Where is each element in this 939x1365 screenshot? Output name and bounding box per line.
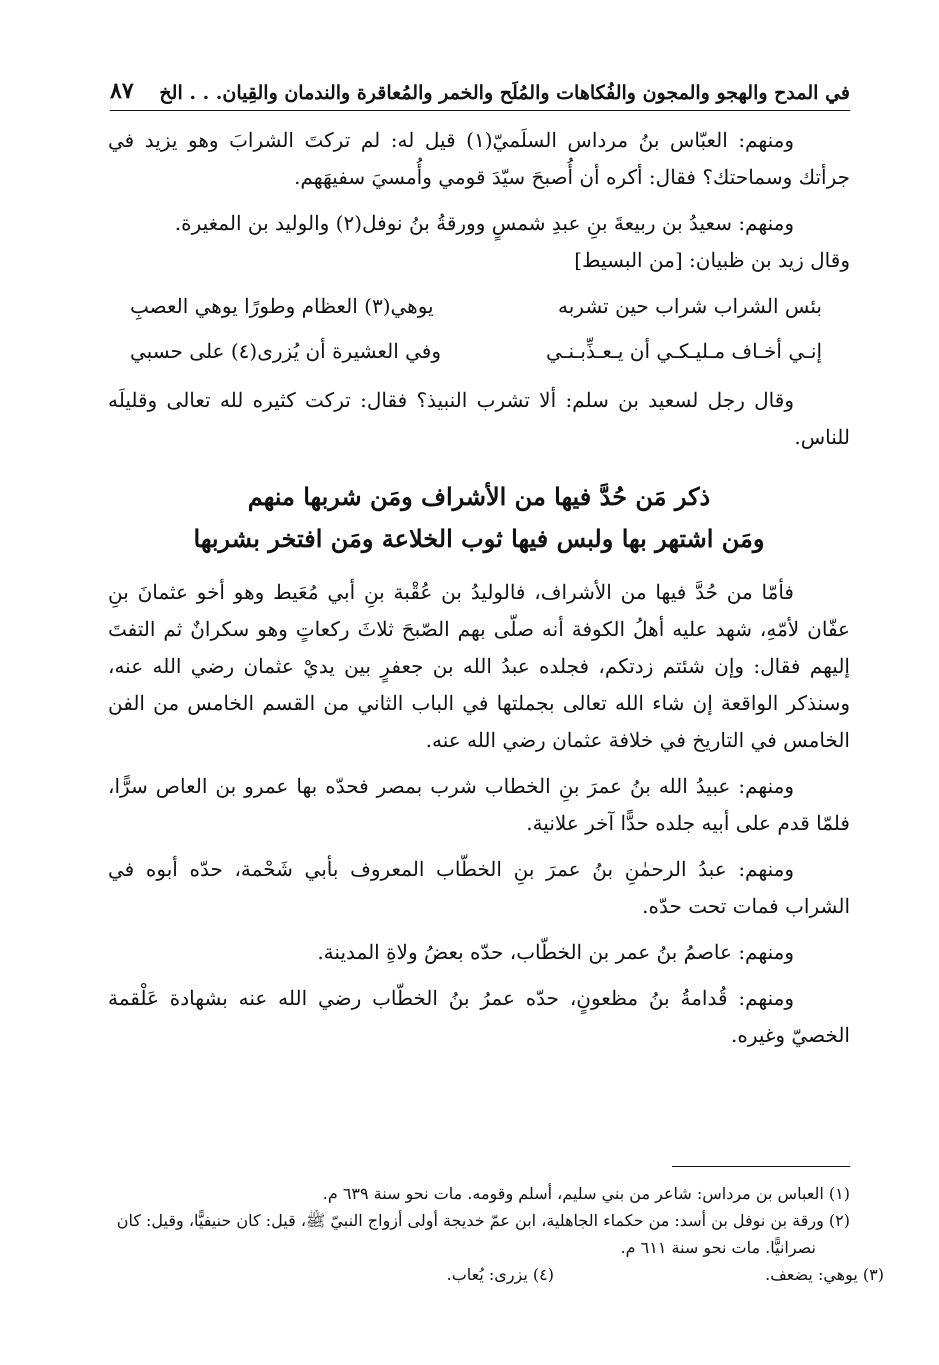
section-heading-line-1: ذكر مَن حُدَّ فيها من الأشراف ومَن شربها منهم	[247, 482, 711, 511]
paragraph-abbas: ومنهم: العبّاس بنُ مرداس السلَميّ(١) قيل له: لم تركتَ الشرابَ وهو يزيد في جرأتك وسماحتك؟ فقال: أكره أن أُصبحَ سيّدَ قومي وأُمسيَ سفيهَهم.	[108, 128, 850, 189]
paragraph-abdulrahman: ومنهم: عبدُ الرحمٰنِ بنُ عمرَ بنِ الخطّاب المعروف بأبي شَحْمة، حدّه أبوه في الشراب فمات تحت حدّه.	[108, 857, 850, 918]
footnote-2: (٢) ورقة بن نوفل بن أسد: من حكماء الجاهلية، ابن عمّ خديجة أولى أزواج النبيّ ﷺ، قيل: كان حنيفيًّا، وقيل: كان نصرانيًّا. مات نحو سنة ٦١١ م.	[116, 1211, 850, 1257]
footnote-3: (٣) يوهي: يضعف.	[765, 1265, 884, 1284]
verse-1-first-hemistich: بئس الشراب شراب حين تشربه	[558, 294, 822, 318]
verse-2-first-hemistich: إنـي أخـاف مـليـكـي أن يـعـذِّبـنـي	[545, 339, 822, 363]
running-header	[110, 70, 850, 111]
verse-1-second-hemistich: يوهي(٣) العظام وطورًا يوهي العصبِ	[130, 294, 434, 318]
paragraph-zaid-intro: وقال زيد بن ظبيان: [من البسيط]	[574, 248, 850, 272]
poem	[108, 288, 850, 370]
footnote-separator	[672, 1166, 850, 1167]
header-title: في المدح والهجو والمجون والفُكاهات والمُلَح والخمر والمُعاقرة والندمان والقِيان. . . الخ	[159, 82, 850, 104]
footnotes	[108, 1180, 884, 1288]
footnote-1: (١) العباس بن مرداس: شاعر من بني سليم، أسلم وقومه. مات نحو سنة ٦٣٩ م.	[322, 1184, 850, 1203]
paragraph-qudama: ومنهم: قُدامةُ بنُ مظعونٍ، حدّه عمرُ بنُ الخطّاب رضي الله عنه بشهادة عَلْقمة الخصيّ وغيره.	[108, 986, 850, 1047]
paragraph-saeed-bin-salm: وقال رجل لسعيد بن سلم: ألا تشرب النبيذ؟ فقال: تركت كثيره لله تعالى وقليلَه للناس.	[108, 388, 850, 449]
verse-line-1	[108, 288, 850, 325]
verse-2-second-hemistich: وفي العشيرة أن يُزرى(٤) على حسبي	[130, 339, 442, 363]
section-heading	[108, 476, 850, 560]
page-number: ٨٧	[110, 78, 134, 104]
footnote-4: (٤) يزرى: يُعاب.	[446, 1265, 554, 1284]
paragraph-waleed: فأمّا من حُدَّ فيها من الأشراف، فالوليدُ بن عُقْبة بنِ أبي مُعَيط وهو أخو عثمانَ بنِ عفّان لأمّهِ، شهد عليه أهلُ الكوفة أنه صلّى بهم الصّبحَ ثلاثَ ركعاتٍ وهو سكرانٌ ثم التفتَ إليهم فقال: وإن شئتم زدتكم، فجلده عبدُ الله بن جعفرٍ بين يديْ عثمان رضي الله عنه، وسنذكر الواقعة إن شاء الله تعالى بجملتها في الباب الثاني من القسم الخامس من الفن الخامس في التاريخ في خلافة عثمان رضي الله عنه.	[108, 580, 850, 752]
paragraph-ubaidullah: ومنهم: عبيدُ الله بنُ عمرَ بنِ الخطاب شرب بمصر فحدّه بها عمرو بن العاص سرًّا، فلمّا قدم على أبيه جلده حدًّا آخر علانية.	[108, 774, 850, 835]
verse-line-2	[108, 333, 850, 370]
section-heading-line-2: ومَن اشتهر بها ولبس فيها ثوب الخلاعة ومَن افتخر بشربها	[193, 524, 765, 553]
footnote-3-4	[108, 1261, 884, 1288]
paragraph-saeed: ومنهم: سعيدُ بن ربيعةَ بنِ عبدِ شمسٍ وورقةُ بنُ نوفل(٢) والوليد بن المغيرة.	[174, 211, 794, 235]
paragraph-asim: ومنهم: عاصمُ بنُ عمر بن الخطّاب، حدّه بعضُ ولاةِ المدينة.	[317, 940, 794, 964]
main-text	[108, 122, 850, 1063]
